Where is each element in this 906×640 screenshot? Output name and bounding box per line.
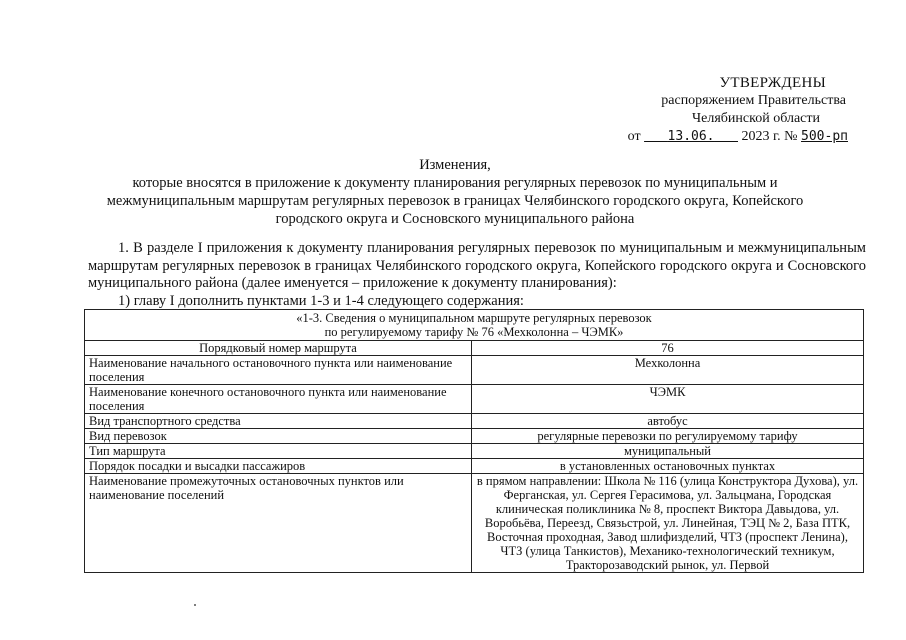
row-label: Порядок посадки и высадки пассажиров	[85, 459, 472, 474]
table-row	[85, 341, 864, 356]
approval-number: 500-рп	[801, 129, 848, 144]
row-label: Наименование промежуточных остановочных пунктов или наименование поселений	[85, 474, 472, 573]
row-label: Наименование конечного остановочного пункта или наименование поселения	[85, 385, 472, 414]
row-value: регулярные перевозки по регулируемому тарифу	[472, 429, 864, 444]
table-row	[85, 474, 864, 573]
row-value: автобус	[472, 414, 864, 429]
approval-stamp	[608, 74, 848, 146]
paragraph-1-text: 1. В разделе I приложения к документу планирования регулярных перевозок по муниципальным и межмуниципальным маршрутам регулярных перевозок в границах Челябинского городского округа, Копейского городского округа и Сосновского муниципального района (далее именуется – приложение к документу планирования):	[88, 240, 866, 291]
title-subheading: которые вносятся в приложение к документу планирования регулярных перевозок по муниципальным и межмуниципальным маршрутам регулярных перевозок в границах Челябинского городского округа, Копейского городского округа и Сосновского муниципального района	[106, 175, 804, 227]
row-label: Наименование начального остановочного пункта или наименование поселения	[85, 356, 472, 385]
date-prefix: от	[627, 129, 641, 144]
table-header-row	[85, 310, 864, 341]
route-info-table	[84, 309, 864, 573]
row-label: Порядковый номер маршрута	[85, 341, 472, 356]
title-heading: Изменения,	[419, 157, 491, 173]
table-row	[85, 385, 864, 414]
table-header: «1-3. Сведения о муниципальном маршруте регулярных перевозок по регулируемому тарифу № 76 «Мехколонна – ЧЭМК»	[85, 310, 864, 341]
row-label: Тип маршрута	[85, 444, 472, 459]
approval-authority: распоряжением Правительства	[661, 93, 846, 108]
table-row	[85, 444, 864, 459]
row-label: Вид транспортного средства	[85, 414, 472, 429]
row-value: ЧЭМК	[472, 385, 864, 414]
table-row	[85, 429, 864, 444]
table-row	[85, 414, 864, 429]
approval-date-line	[608, 128, 848, 146]
paragraph-2: 1) главу I дополнить пунктами 1-3 и 1-4 следующего содержания:	[118, 293, 524, 309]
row-value: в установленных остановочных пунктах	[472, 459, 864, 474]
approval-title: УТВЕРЖДЕНЫ	[719, 75, 826, 91]
approval-date: 13.06.	[667, 129, 715, 144]
table-row	[85, 459, 864, 474]
approval-region: Челябинской области	[692, 111, 820, 126]
row-value: в прямом направлении: Школа № 116 (улица Конструктора Духова), ул. Ферганская, ул. Сергея Герасимова, ул. Зальцмана, Городская клиническая поликлиника № 8, проспект Виктора Давыдова, ул. Воробьёва, Переезд, Связьстрой, ул. Линейная, ТЭЦ № 2, База ПТК, Восточная проходная, Завод шлифизделий, ЧТЗ (проспект Ленина), ЧТЗ (улица Танкистов), Механико-технологический техникум, Тракторозаводский рынок, ул. Первой	[472, 474, 864, 573]
row-value: муниципальный	[472, 444, 864, 459]
row-label: Вид перевозок	[85, 429, 472, 444]
scan-speck	[194, 604, 196, 606]
row-value: Мехколонна	[472, 356, 864, 385]
document-title	[80, 156, 830, 228]
row-value: 76	[472, 341, 864, 356]
table-row	[85, 356, 864, 385]
approval-year: 2023 г. №	[741, 129, 798, 144]
paragraph-1	[88, 240, 866, 293]
